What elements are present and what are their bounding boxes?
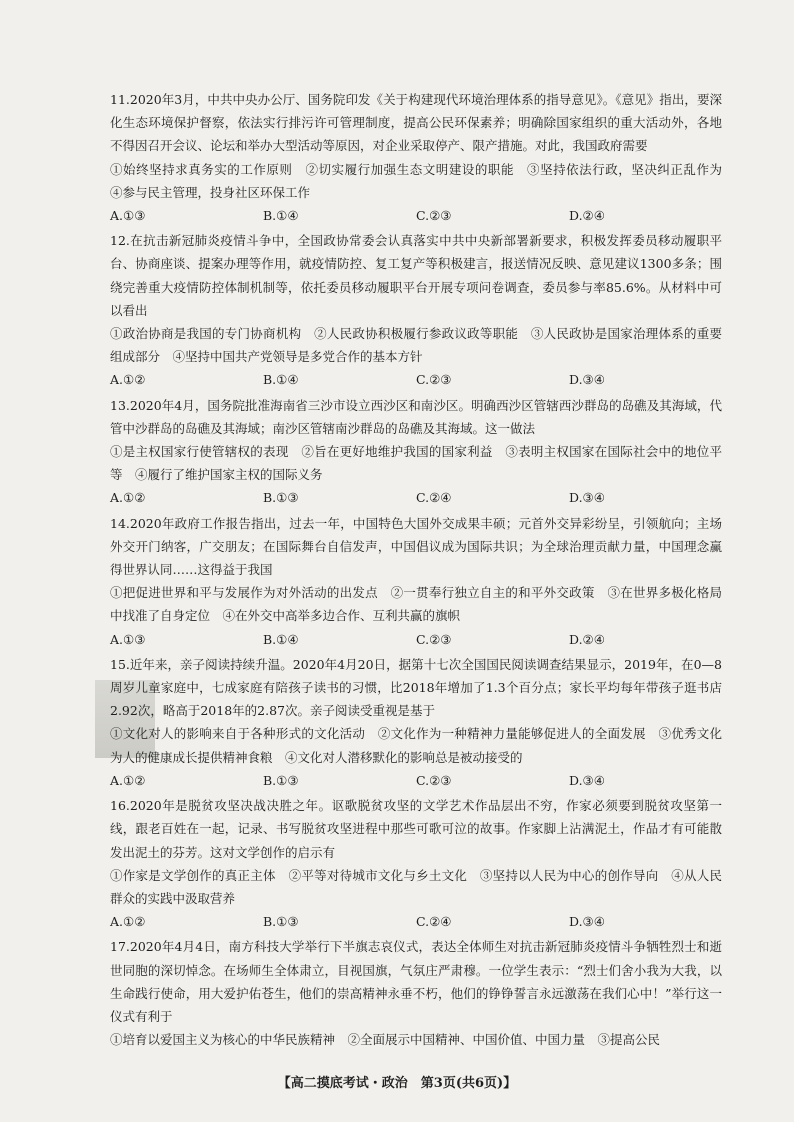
question-11 <box>110 88 735 227</box>
answer-choices <box>110 486 722 509</box>
choice-b: B.①③ <box>263 772 299 788</box>
question-options: ①培育以爱国主义为核心的中华民族精神 ②全面展示中国精神、中国价值、中国力量 ③提高公民 <box>110 1032 661 1048</box>
choice-d: D.②④ <box>569 631 605 647</box>
question-16 <box>110 794 722 933</box>
answer-choices <box>110 204 722 227</box>
question-options: ①是主权国家行使管辖权的表现 ②旨在更好地维护我国的国家利益 ③表明主权国家在国际社会中的地位平等 ④履行了维护国家主权的国际义务 <box>110 444 722 483</box>
choice-a: A.①③ <box>110 631 146 647</box>
choice-c: C.②③ <box>416 631 452 647</box>
choice-a: A.①② <box>110 372 146 388</box>
question-stem: 14.2020年政府工作报告指出，过去一年，中国特色大国外交成果丰硕；元首外交异彩纷呈，引领航向；主场外交开门纳客，广交朋友；在国际舞台自信发声，中国倡议成为国际共识；为全球治理贡献力量，中国理念赢得世界认同……这得益于我国 <box>110 515 722 578</box>
choice-b: B.①④ <box>263 372 299 388</box>
choice-b: B.①④ <box>263 208 299 224</box>
choice-d: D.③④ <box>569 372 605 388</box>
page-footer: 【高二摸底考试・政治 第3页(共6页)】 <box>277 1076 517 1091</box>
choice-d: D.②④ <box>569 208 605 224</box>
choice-b: B.①④ <box>263 631 299 647</box>
choice-a: A.①② <box>110 772 146 788</box>
question-stem: 13.2020年4月，国务院批准海南省三沙市设立西沙区和南沙区。明确西沙区管辖西沙群岛的岛礁及其海域，代管中沙群岛的岛礁及其海域；南沙区管辖南沙群岛的岛礁及其海域。这一做法 <box>110 397 722 436</box>
choice-c: C.②③ <box>416 372 452 388</box>
choice-a: A.①② <box>110 490 146 506</box>
choice-d: D.③④ <box>569 914 605 930</box>
question-stem: 15.近年来，亲子阅读持续升温。2020年4月20日，据第十七次全国国民阅读调查结果显示，2019年，在0—8周岁儿童家庭中，七成家庭有陪孩子读书的习惯，比2018年增加了1.3个百分点；家长平均每年带孩子逛书店2.92次，略高于2018年的2.87次。亲子阅读受重视是基于 <box>110 656 722 719</box>
question-stem: 17.2020年4月4日，南方科技大学举行下半旗志哀仪式，表达全体师生对抗击新冠肺炎疫情斗争牺牲烈士和逝世同胞的深切悼念。在场师生全体肃立，目视国旗，气氛庄严肃穆。一位学生表示：“烈士们舍小我为大我，以生命践行使命，用大爱护佑苍生，他们的崇高精神永垂不朽，他们的铮铮誓言永远激荡在我们心中！”举行这一仪式有利于 <box>110 939 722 1024</box>
question-15 <box>110 653 722 792</box>
choice-d: D.③④ <box>569 490 605 506</box>
answer-choices <box>110 628 722 651</box>
answer-choices <box>110 769 722 792</box>
question-13 <box>110 394 722 510</box>
choice-c: C.②③ <box>416 208 452 224</box>
choice-b: B.①③ <box>263 490 299 506</box>
question-14 <box>110 512 722 651</box>
answer-choices <box>110 368 722 391</box>
question-stem: 11.2020年3月，中共中央办公厅、国务院印发《关于构建现代环境治理体系的指导意见》。《意见》指出，要深化生态环境保护督察，依法实行排污许可管理制度，提高公民环保素养；明确除国家组织的重大活动外，各地不得因召开会议、论坛和举办大型活动等原因，对企业采取停产、限产措施。对此，我国政府需要 <box>110 92 722 154</box>
choice-c: C.②④ <box>416 914 452 930</box>
question-12 <box>110 229 722 391</box>
choice-c: C.②④ <box>416 490 452 506</box>
question-options: ①政治协商是我国的专门协商机构 ②人民政协积极履行参政议政等职能 ③人民政协是国家治理体系的重要组成部分 ④坚持中国共产党领导是多党合作的基本方针 <box>110 326 722 365</box>
question-options: ①把促进世界和平与发展作为对外活动的出发点 ②一贯奉行独立自主的和平外交政策 ③在世界多极化格局中找准了自身定位 ④在外交中高举多边合作、互利共赢的旗帜 <box>110 585 722 624</box>
choice-c: C.②③ <box>416 772 452 788</box>
choice-a: A.①③ <box>110 208 146 224</box>
question-stem: 16.2020年是脱贫攻坚决战决胜之年。讴歌脱贫攻坚的文学艺术作品层出不穷，作家必须要到脱贫攻坚第一线，跟老百姓在一起，记录、书写脱贫攻坚进程中那些可歌可泣的故事。作家脚上沾满泥土，作品才有可能散发出泥土的芬芳。这对文学创作的启示有 <box>110 798 722 860</box>
question-options: ①作家是文学创作的真正主体 ②平等对待城市文化与乡土文化 ③坚持以人民为中心的创作导向 ④从人民群众的实践中汲取营养 <box>110 867 722 906</box>
choice-a: A.①② <box>110 914 146 930</box>
choice-b: B.①③ <box>263 914 299 930</box>
question-options: ①文化对人的影响来自于各种形式的文化活动 ②文化作为一种精神力量能够促进人的全面发展 ③优秀文化为人的健康成长提供精神食粮 ④文化对人潜移默化的影响总是被动接受的 <box>110 726 722 765</box>
question-options: ①始终坚持求真务实的工作原则 ②切实履行加强生态文明建设的职能 ③坚持依法行政，坚决纠正乱作为 ④参与民主管理，投身社区环保工作 <box>110 161 735 200</box>
questions-column <box>110 88 735 1052</box>
answer-choices <box>110 910 722 933</box>
question-17 <box>110 935 722 1051</box>
question-stem: 12.在抗击新冠肺炎疫情斗争中，全国政协常委会认真落实中共中央新部署新要求，积极发挥委员移动履职平台、协商座谈、提案办理等作用，就疫情防控、复工复产等积极建言，报送情况反映、意见建议1300多条；围绕完善重大疫情防控体制机制等，依托委员移动履职平台开展专项问卷调查，委员参与率85.6%。从材料中可以看出 <box>110 233 722 318</box>
choice-d: D.③④ <box>569 772 605 788</box>
